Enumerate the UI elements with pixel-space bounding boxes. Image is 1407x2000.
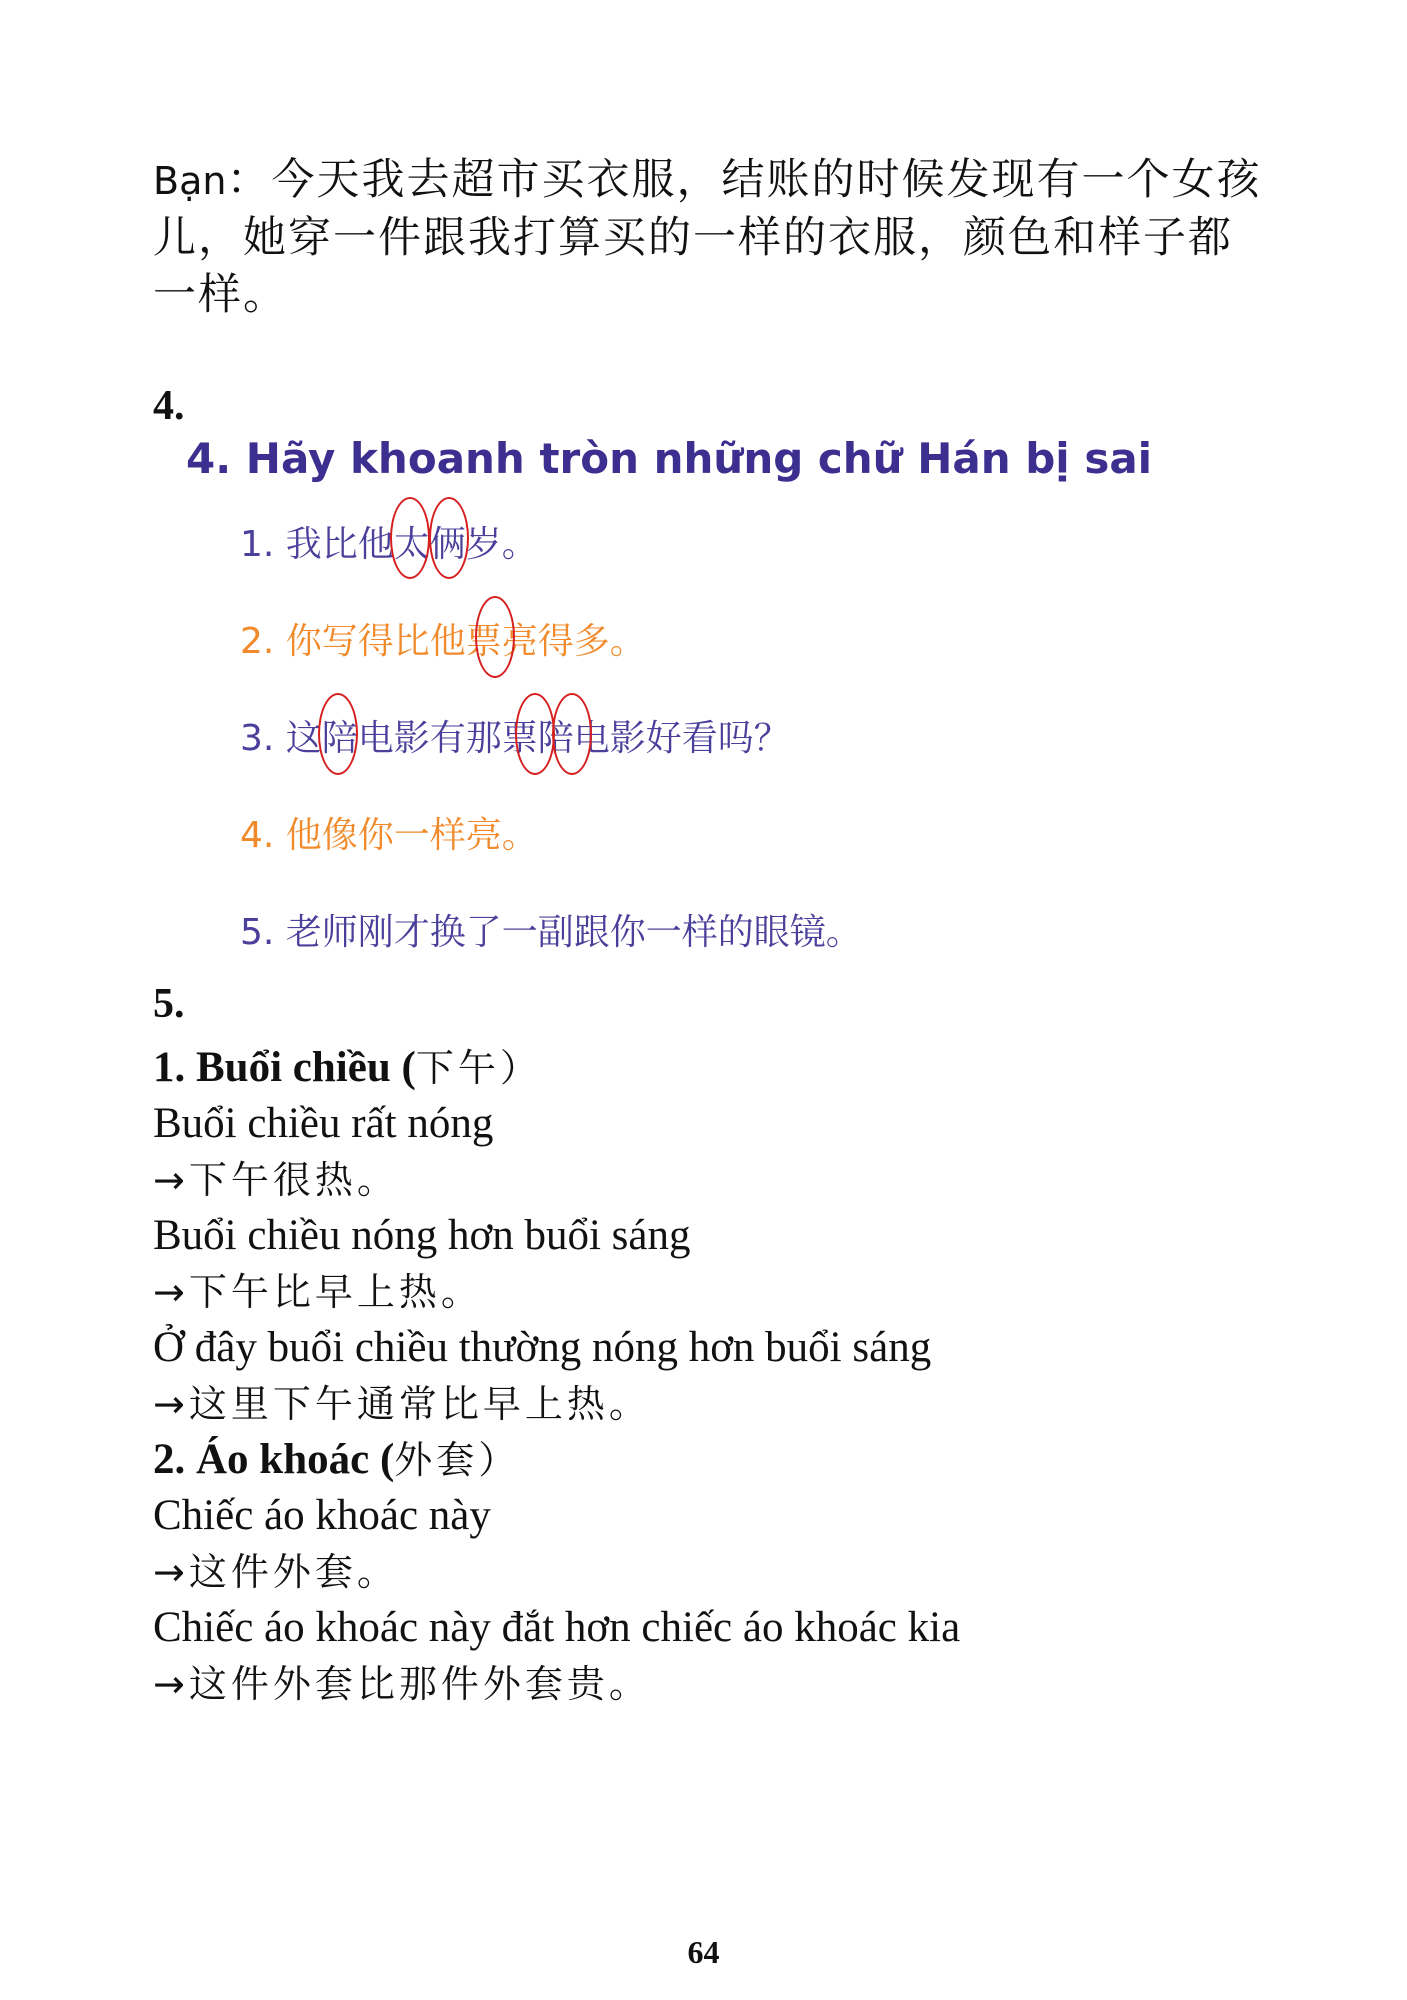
exercise-item-1: 1. 我比他太俩岁。 [240, 524, 538, 565]
vocab-heading-afternoon: 1. Buổi chiều (下午） [153, 1044, 542, 1091]
error-circle-mark [515, 693, 555, 775]
example-vietnamese: Ở đây buổi chiều thường nóng hơn buổi sáng [153, 1324, 932, 1371]
error-circle-mark [390, 497, 430, 579]
section-4-number: 4. [153, 383, 185, 429]
error-circle-mark [429, 497, 469, 579]
dialogue-paragraph [153, 152, 1263, 324]
exercise-item-2: 2. 你写得比他票亮得多。 [240, 621, 646, 662]
exercise-4-title: 4. Hãy khoanh tròn những chữ Hán bị sai [186, 434, 1153, 483]
vocab-heading-jacket: 2. Áo khoác (外套） [153, 1436, 521, 1483]
example-chinese: →这件外套。 [153, 1550, 399, 1594]
error-circle-mark [318, 693, 358, 775]
speaker-label: Bạn [153, 159, 227, 203]
example-vietnamese: Chiếc áo khoác này đắt hơn chiếc áo khoác kia [153, 1604, 961, 1651]
exercise-item-4: 4. 他像你一样亮。 [240, 815, 538, 856]
page-number: 64 [687, 1934, 720, 1970]
example-chinese: →这件外套比那件外套贵。 [153, 1662, 651, 1706]
section-5-content [153, 1040, 1303, 1712]
error-circle-mark [552, 693, 592, 775]
example-vietnamese: Chiếc áo khoác này [153, 1492, 491, 1539]
exercise-item-5: 5. 老师刚才换了一副跟你一样的眼镜。 [240, 912, 862, 953]
section-5-number: 5. [153, 981, 185, 1027]
example-vietnamese: Buổi chiều nóng hơn buổi sáng [153, 1212, 691, 1259]
example-chinese: →下午比早上热。 [153, 1270, 483, 1314]
speaker-colon: ： [226, 155, 272, 205]
example-chinese: →这里下午通常比早上热。 [153, 1382, 651, 1426]
error-circle-mark [475, 596, 515, 678]
exercise-item-3: 3. 这陪电影有那票陪电影好看吗？ [240, 718, 790, 759]
dialogue-text: 今天我去超市买衣服，结账的时候发现有一个女孩儿，她穿一件跟我打算买的一样的衣服，颜色和样子都一样。 [153, 155, 1262, 320]
example-vietnamese: Buổi chiều rất nóng [153, 1100, 494, 1147]
example-chinese: →下午很热。 [153, 1158, 399, 1202]
